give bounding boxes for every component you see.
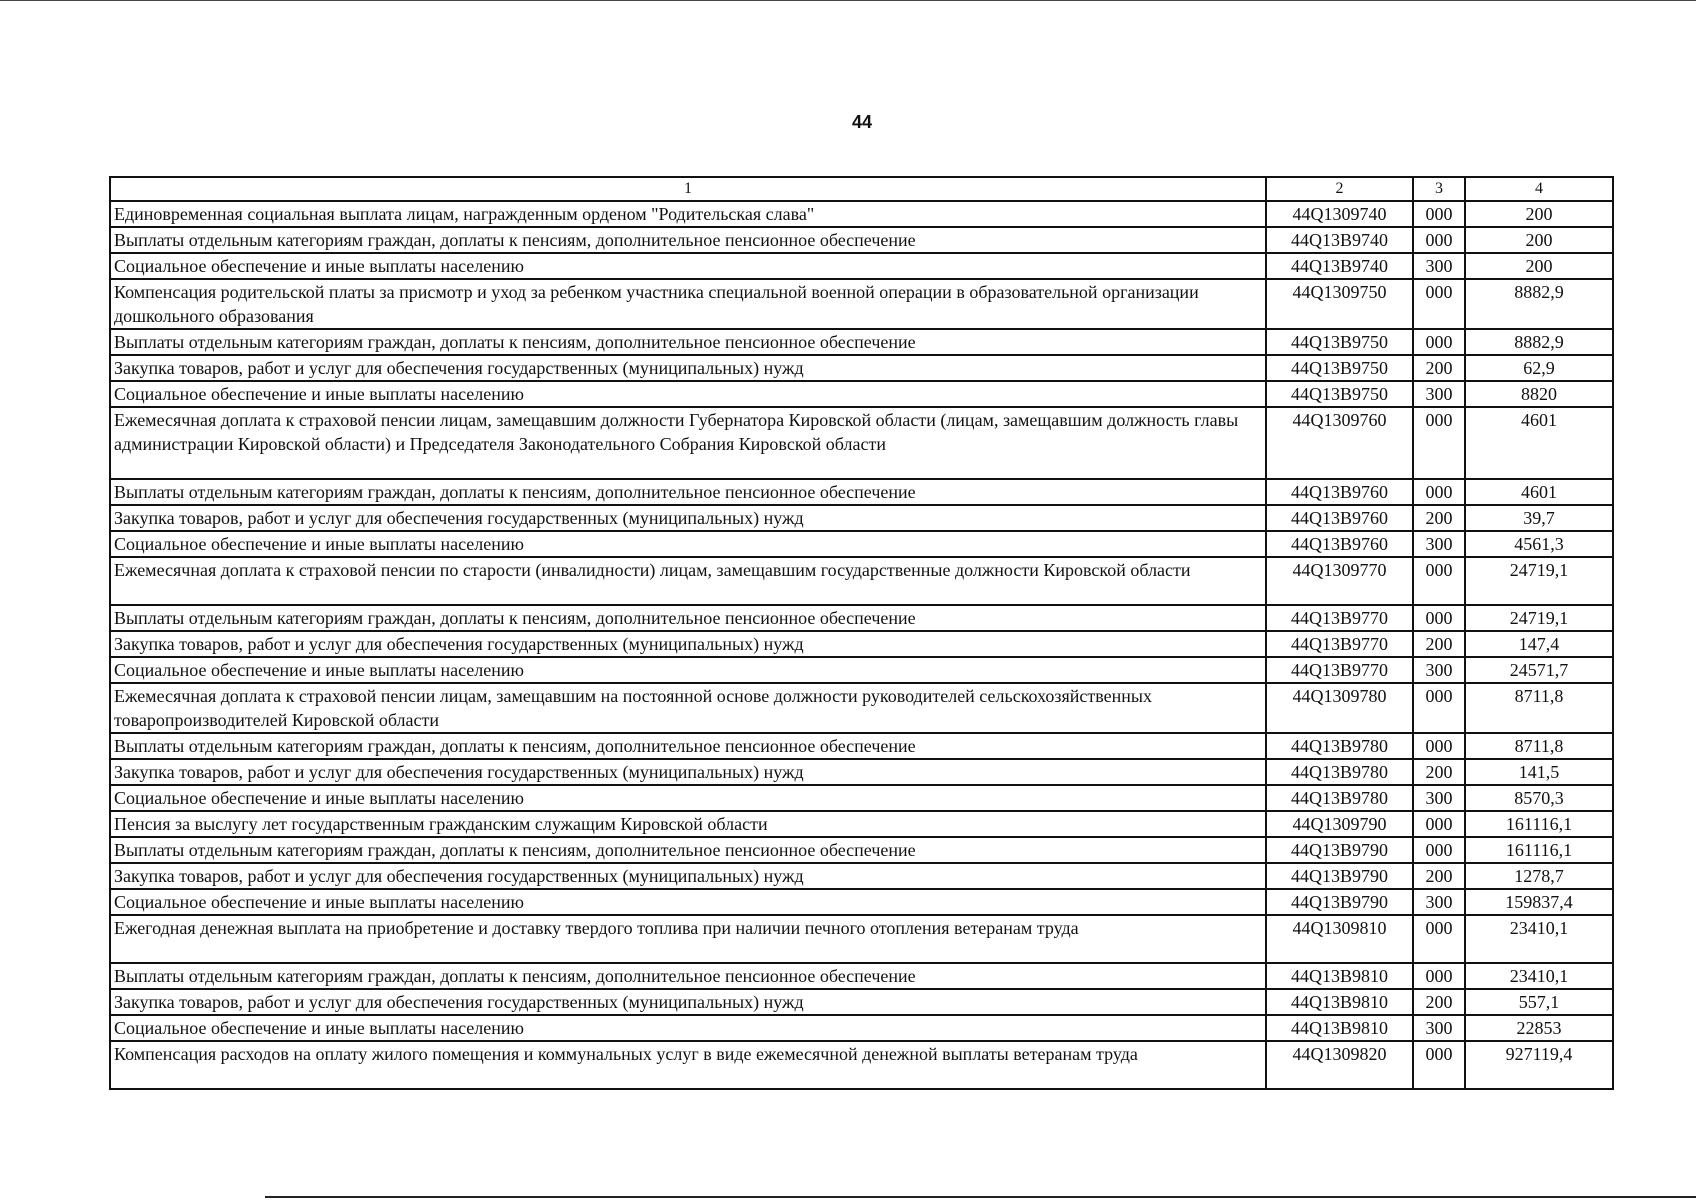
row-sum-cell: 147,4 (1465, 631, 1613, 657)
row-sum-cell: 4601 (1465, 407, 1613, 479)
table-row (110, 329, 1613, 355)
row-type-cell: 000 (1413, 407, 1465, 479)
row-code-cell: 44Q13B9780 (1266, 785, 1413, 811)
table-row (110, 227, 1613, 253)
row-type-cell: 300 (1413, 1015, 1465, 1041)
row-code-cell: 44Q13B9790 (1266, 863, 1413, 889)
row-type-cell: 200 (1413, 759, 1465, 785)
row-sum-cell: 4601 (1465, 479, 1613, 505)
row-type-cell: 000 (1413, 329, 1465, 355)
table-row (110, 963, 1613, 989)
row-type-cell: 300 (1413, 531, 1465, 557)
row-code-cell: 44Q13B9760 (1266, 531, 1413, 557)
row-sum-cell: 159837,4 (1465, 889, 1613, 915)
row-name-cell: Ежегодная денежная выплата на приобретение и доставку твердого топлива при наличии печного отопления ветеранам труда (110, 915, 1266, 963)
row-name-cell: Компенсация расходов на оплату жилого помещения и коммунальных услуг в виде ежемесячной денежной выплаты ветеранам труда (110, 1041, 1266, 1089)
table-row (110, 915, 1613, 963)
row-sum-cell: 8570,3 (1465, 785, 1613, 811)
row-type-cell: 000 (1413, 479, 1465, 505)
row-type-cell: 000 (1413, 227, 1465, 253)
row-code-cell: 44Q13B9780 (1266, 733, 1413, 759)
row-name-cell: Социальное обеспечение и иные выплаты населению (110, 657, 1266, 683)
row-sum-cell: 23410,1 (1465, 915, 1613, 963)
row-name-cell: Единовременная социальная выплата лицам, награжденным орденом "Родительская слава" (110, 201, 1266, 227)
table-row (110, 863, 1613, 889)
row-code-cell: 44Q1309790 (1266, 811, 1413, 837)
row-name-cell: Социальное обеспечение и иные выплаты населению (110, 785, 1266, 811)
row-sum-cell: 8711,8 (1465, 683, 1613, 733)
row-sum-cell: 200 (1465, 201, 1613, 227)
row-code-cell: 44Q13B9770 (1266, 605, 1413, 631)
row-type-cell: 000 (1413, 201, 1465, 227)
row-name-cell: Социальное обеспечение и иные выплаты населению (110, 381, 1266, 407)
table-row (110, 557, 1613, 605)
row-type-cell: 200 (1413, 863, 1465, 889)
row-code-cell: 44Q13B9770 (1266, 631, 1413, 657)
row-name-cell: Пенсия за выслугу лет государственным гражданским служащим Кировской области (110, 811, 1266, 837)
row-sum-cell: 8820 (1465, 381, 1613, 407)
table-row (110, 733, 1613, 759)
row-type-cell: 300 (1413, 785, 1465, 811)
row-sum-cell: 4561,3 (1465, 531, 1613, 557)
table-row (110, 201, 1613, 227)
table-row (110, 605, 1613, 631)
row-sum-cell: 1278,7 (1465, 863, 1613, 889)
row-name-cell: Социальное обеспечение и иные выплаты населению (110, 889, 1266, 915)
row-type-cell: 000 (1413, 915, 1465, 963)
row-type-cell: 000 (1413, 733, 1465, 759)
row-name-cell: Выплаты отдельным категориям граждан, доплаты к пенсиям, дополнительное пенсионное обеспечение (110, 837, 1266, 863)
row-type-cell: 000 (1413, 837, 1465, 863)
row-code-cell: 44Q13B9750 (1266, 329, 1413, 355)
row-type-cell: 000 (1413, 605, 1465, 631)
row-name-cell: Ежемесячная доплата к страховой пенсии по старости (инвалидности) лицам, замещавшим государственные должности Кировской области (110, 557, 1266, 605)
row-name-cell: Выплаты отдельным категориям граждан, доплаты к пенсиям, дополнительное пенсионное обеспечение (110, 733, 1266, 759)
row-name-cell: Ежемесячная доплата к страховой пенсии лицам, замещавшим должности Губернатора Кировской области (лицам, замещавшим должность главы администрации Кировской области) и Председателя Законодательного Собрания Кировской области (110, 407, 1266, 479)
budget-table-body (110, 177, 1613, 1089)
row-sum-cell: 24571,7 (1465, 657, 1613, 683)
row-code-cell: 44Q13B9760 (1266, 505, 1413, 531)
row-sum-cell: 161116,1 (1465, 837, 1613, 863)
row-code-cell: 44Q1309810 (1266, 915, 1413, 963)
row-code-cell: 44Q13B9810 (1266, 1015, 1413, 1041)
table-row (110, 631, 1613, 657)
table-row (110, 889, 1613, 915)
row-sum-cell: 24719,1 (1465, 557, 1613, 605)
row-sum-cell: 39,7 (1465, 505, 1613, 531)
row-sum-cell: 24719,1 (1465, 605, 1613, 631)
row-code-cell: 44Q13B9810 (1266, 963, 1413, 989)
table-row (110, 837, 1613, 863)
row-type-cell: 000 (1413, 963, 1465, 989)
row-type-cell: 200 (1413, 631, 1465, 657)
row-type-cell: 200 (1413, 355, 1465, 381)
row-name-cell: Социальное обеспечение и иные выплаты населению (110, 531, 1266, 557)
row-sum-cell: 557,1 (1465, 989, 1613, 1015)
row-name-cell: Компенсация родительской платы за присмотр и уход за ребенком участника специальной военной операции в образовательной организации дошкольного образования (110, 279, 1266, 329)
row-name-cell: Закупка товаров, работ и услуг для обеспечения государственных (муниципальных) нужд (110, 505, 1266, 531)
row-type-cell: 200 (1413, 505, 1465, 531)
row-sum-cell: 8882,9 (1465, 329, 1613, 355)
row-type-cell: 200 (1413, 989, 1465, 1015)
row-type-cell: 000 (1413, 279, 1465, 329)
scan-edge-line (265, 1196, 1696, 1198)
table-row (110, 355, 1613, 381)
row-name-cell: Социальное обеспечение и иные выплаты населению (110, 253, 1266, 279)
table-header-row (110, 177, 1613, 201)
row-name-cell: Выплаты отдельным категориям граждан, доплаты к пенсиям, дополнительное пенсионное обеспечение (110, 605, 1266, 631)
row-sum-cell: 62,9 (1465, 355, 1613, 381)
budget-table (109, 176, 1614, 1090)
table-row (110, 1015, 1613, 1041)
row-name-cell: Социальное обеспечение и иные выплаты населению (110, 1015, 1266, 1041)
row-code-cell: 44Q13B9770 (1266, 657, 1413, 683)
row-type-cell: 000 (1413, 683, 1465, 733)
table-row (110, 759, 1613, 785)
column-header-2: 2 (1266, 177, 1413, 201)
column-header-4: 4 (1465, 177, 1613, 201)
row-type-cell: 300 (1413, 381, 1465, 407)
row-name-cell: Закупка товаров, работ и услуг для обеспечения государственных (муниципальных) нужд (110, 863, 1266, 889)
row-code-cell: 44Q13B9790 (1266, 837, 1413, 863)
row-code-cell: 44Q13B9760 (1266, 479, 1413, 505)
row-code-cell: 44Q1309820 (1266, 1041, 1413, 1089)
column-header-3: 3 (1413, 177, 1465, 201)
row-name-cell: Выплаты отдельным категориям граждан, доплаты к пенсиям, дополнительное пенсионное обеспечение (110, 479, 1266, 505)
column-header-1: 1 (110, 177, 1266, 201)
row-code-cell: 44Q1309760 (1266, 407, 1413, 479)
row-code-cell: 44Q13B9810 (1266, 989, 1413, 1015)
row-type-cell: 300 (1413, 657, 1465, 683)
table-row (110, 811, 1613, 837)
row-code-cell: 44Q1309780 (1266, 683, 1413, 733)
row-code-cell: 44Q1309750 (1266, 279, 1413, 329)
table-row (110, 683, 1613, 733)
row-code-cell: 44Q13B9790 (1266, 889, 1413, 915)
row-name-cell: Выплаты отдельным категориям граждан, доплаты к пенсиям, дополнительное пенсионное обеспечение (110, 329, 1266, 355)
row-sum-cell: 141,5 (1465, 759, 1613, 785)
row-code-cell: 44Q1309770 (1266, 557, 1413, 605)
row-sum-cell: 200 (1465, 227, 1613, 253)
table-row (110, 253, 1613, 279)
page-number: 44 (851, 112, 873, 132)
row-sum-cell: 927119,4 (1465, 1041, 1613, 1089)
table-row (110, 505, 1613, 531)
row-name-cell: Закупка товаров, работ и услуг для обеспечения государственных (муниципальных) нужд (110, 989, 1266, 1015)
table-row (110, 407, 1613, 479)
row-name-cell: Выплаты отдельным категориям граждан, доплаты к пенсиям, дополнительное пенсионное обеспечение (110, 227, 1266, 253)
table-row (110, 381, 1613, 407)
row-code-cell: 44Q13B9740 (1266, 227, 1413, 253)
row-code-cell: 44Q13B9740 (1266, 253, 1413, 279)
table-row (110, 479, 1613, 505)
table-row (110, 279, 1613, 329)
row-type-cell: 000 (1413, 1041, 1465, 1089)
row-sum-cell: 161116,1 (1465, 811, 1613, 837)
row-name-cell: Ежемесячная доплата к страховой пенсии лицам, замещавшим на постоянной основе должности руководителей сельскохозяйственных товаропроизводителей Кировской области (110, 683, 1266, 733)
table-row (110, 1041, 1613, 1089)
row-name-cell: Закупка товаров, работ и услуг для обеспечения государственных (муниципальных) нужд (110, 355, 1266, 381)
table-row (110, 657, 1613, 683)
row-name-cell: Закупка товаров, работ и услуг для обеспечения государственных (муниципальных) нужд (110, 759, 1266, 785)
table-row (110, 989, 1613, 1015)
row-sum-cell: 8882,9 (1465, 279, 1613, 329)
row-code-cell: 44Q13B9750 (1266, 355, 1413, 381)
row-name-cell: Закупка товаров, работ и услуг для обеспечения государственных (муниципальных) нужд (110, 631, 1266, 657)
row-sum-cell: 200 (1465, 253, 1613, 279)
row-sum-cell: 8711,8 (1465, 733, 1613, 759)
row-code-cell: 44Q13B9750 (1266, 381, 1413, 407)
row-type-cell: 000 (1413, 557, 1465, 605)
row-sum-cell: 22853 (1465, 1015, 1613, 1041)
row-type-cell: 300 (1413, 889, 1465, 915)
row-sum-cell: 23410,1 (1465, 963, 1613, 989)
table-row (110, 531, 1613, 557)
row-type-cell: 300 (1413, 253, 1465, 279)
row-type-cell: 000 (1413, 811, 1465, 837)
row-code-cell: 44Q1309740 (1266, 201, 1413, 227)
scan-edge-line (0, 0, 1696, 1)
row-name-cell: Выплаты отдельным категориям граждан, доплаты к пенсиям, дополнительное пенсионное обеспечение (110, 963, 1266, 989)
row-code-cell: 44Q13B9780 (1266, 759, 1413, 785)
table-row (110, 785, 1613, 811)
